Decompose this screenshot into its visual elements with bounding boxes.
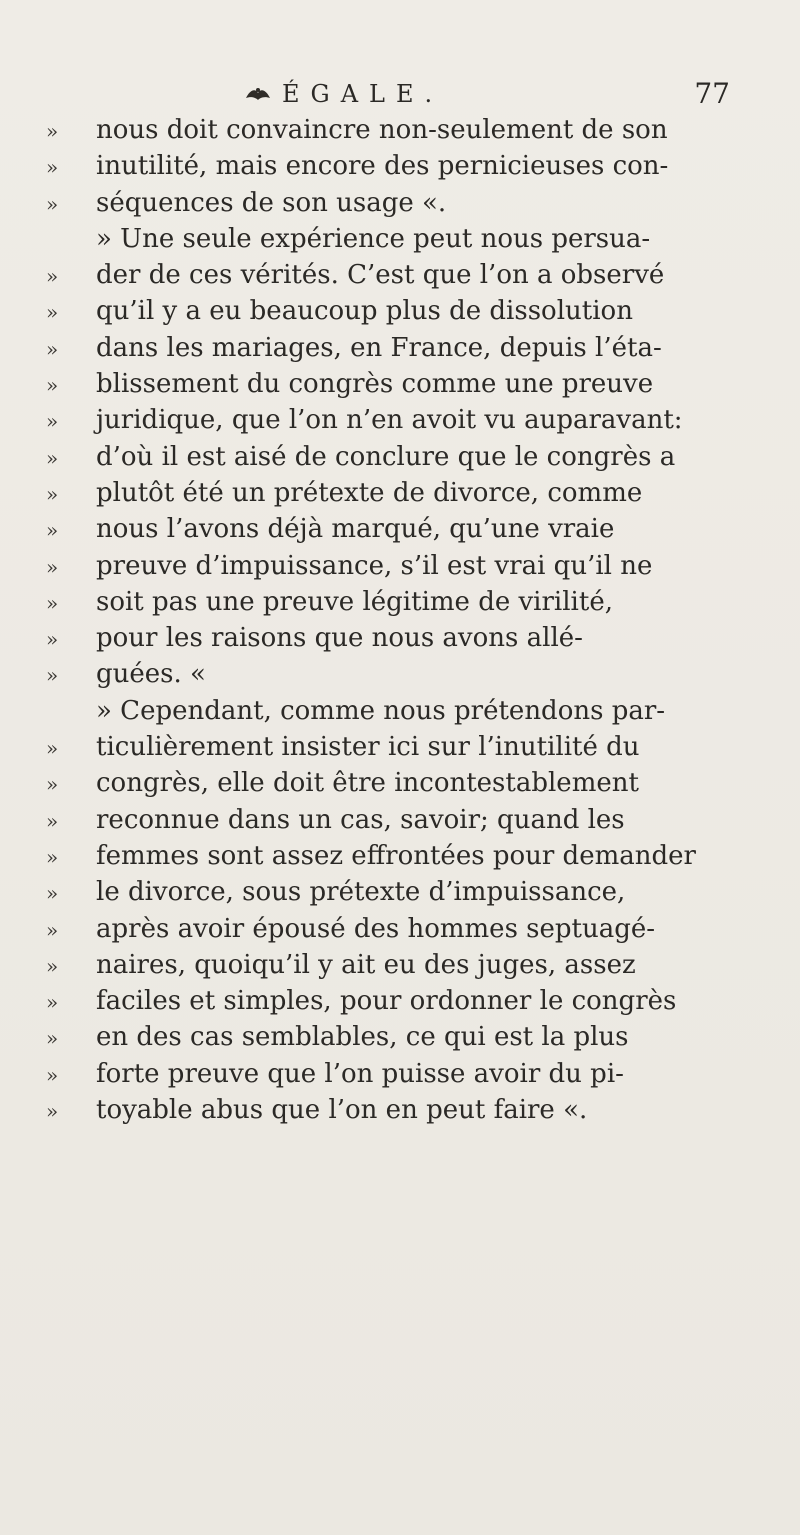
- text-line: [46, 366, 746, 402]
- text-line: [46, 729, 746, 765]
- line-text: après avoir épousé des hommes septuagé-: [96, 913, 656, 944]
- line-text: inutilité, mais encore des pernicieuses con-: [96, 151, 669, 182]
- text-line: [46, 802, 746, 838]
- text-line: [46, 1056, 746, 1092]
- text-line: [46, 112, 746, 148]
- quote-mark: »: [46, 1062, 59, 1087]
- quote-mark: »: [46, 518, 59, 543]
- line-text: femmes sont assez effrontées pour demander: [96, 840, 696, 871]
- quote-mark: »: [46, 663, 59, 688]
- line-text: naires, quoiqu’il y ait eu des juges, assez: [96, 949, 636, 980]
- line-text: nous l’avons déjà marqué, qu’une vraie: [96, 514, 615, 545]
- quote-mark: »: [46, 990, 59, 1015]
- text-line: [46, 656, 746, 692]
- quote-mark: »: [46, 808, 59, 833]
- line-text: » Une seule expérience peut nous persua-: [96, 223, 651, 254]
- line-text: d’où il est aisé de conclure que le congrès a: [96, 441, 676, 472]
- page-number: 77: [694, 77, 730, 110]
- quote-mark: »: [46, 554, 59, 579]
- line-text: nous doit convaincre non-seulement de son: [96, 115, 668, 145]
- line-text: pour les raisons que nous avons allé-: [96, 623, 583, 654]
- line-text: dans les mariages, en France, depuis l’éta-: [96, 332, 662, 363]
- quote-mark: »: [46, 1026, 59, 1051]
- line-text: forte preuve que l’on puisse avoir du pi-: [96, 1058, 624, 1089]
- line-text: juridique, que l’on n’en avoit vu auparavant:: [96, 405, 683, 436]
- text-line: [46, 148, 746, 184]
- quote-mark: »: [46, 844, 59, 869]
- quote-mark: »: [46, 953, 59, 978]
- quote-mark: »: [46, 336, 59, 361]
- line-text: le divorce, sous prétexte d’impuissance,: [96, 877, 626, 908]
- line-text: en des cas semblables, ce qui est la plus: [96, 1022, 629, 1053]
- quote-mark: »: [46, 119, 59, 143]
- quote-mark: »: [46, 445, 59, 470]
- quote-mark: »: [46, 264, 59, 289]
- text-line: [46, 983, 746, 1019]
- quote-mark: »: [46, 736, 59, 761]
- quote-mark: »: [46, 373, 59, 398]
- text-line: [46, 402, 746, 438]
- text-line: [46, 330, 746, 366]
- text-line: [46, 765, 746, 801]
- quote-mark: »: [46, 772, 59, 797]
- text-line: [46, 511, 746, 547]
- quote-mark: »: [46, 191, 59, 216]
- quote-mark: »: [46, 590, 59, 615]
- line-text: séquences de son usage «.: [96, 187, 447, 218]
- text-line: [46, 293, 746, 329]
- quote-mark: »: [46, 300, 59, 325]
- page-header: [210, 76, 730, 112]
- text-line: [46, 584, 746, 620]
- text-line: [46, 947, 746, 983]
- line-text: soit pas une preuve légitime de virilité,: [96, 586, 613, 617]
- text-line: [46, 221, 746, 257]
- line-text: guées. «: [96, 659, 206, 690]
- printer-ornament-icon: [244, 84, 272, 102]
- running-head: ÉGALE.: [282, 80, 444, 108]
- quote-mark: »: [46, 881, 59, 906]
- text-line: [46, 620, 746, 656]
- body-text: [46, 112, 746, 1128]
- quote-mark: »: [46, 409, 59, 434]
- text-line: [46, 475, 746, 511]
- text-line: [46, 185, 746, 221]
- quote-mark: »: [46, 155, 59, 180]
- line-text: faciles et simples, pour ordonner le congrès: [96, 986, 677, 1017]
- line-text: toyable abus que l’on en peut faire «.: [96, 1095, 588, 1126]
- text-line: [46, 257, 746, 293]
- text-line: [46, 1092, 746, 1128]
- quote-mark: »: [46, 917, 59, 942]
- line-text: blissement du congrès comme une preuve: [96, 369, 654, 400]
- line-text: » Cependant, comme nous prétendons par-: [96, 695, 666, 726]
- text-line: [46, 838, 746, 874]
- line-text: congrès, elle doit être incontestablement: [96, 768, 639, 799]
- quote-mark: »: [46, 1099, 59, 1124]
- text-line: [46, 439, 746, 475]
- line-text: ticulièrement insister ici sur l’inutilité du: [96, 732, 640, 763]
- text-line: [46, 548, 746, 584]
- text-line: [46, 693, 746, 729]
- quote-mark: »: [46, 481, 59, 506]
- quote-mark: »: [46, 627, 59, 652]
- text-line: [46, 874, 746, 910]
- line-text: qu’il y a eu beaucoup plus de dissolution: [96, 296, 633, 327]
- line-text: der de ces vérités. C’est que l’on a observé: [96, 260, 665, 291]
- line-text: preuve d’impuissance, s’il est vrai qu’il ne: [96, 550, 653, 581]
- line-text: reconnue dans un cas, savoir; quand les: [96, 804, 625, 835]
- line-text: plutôt été un prétexte de divorce, comme: [96, 477, 643, 508]
- text-line: [46, 911, 746, 947]
- text-line: [46, 1019, 746, 1055]
